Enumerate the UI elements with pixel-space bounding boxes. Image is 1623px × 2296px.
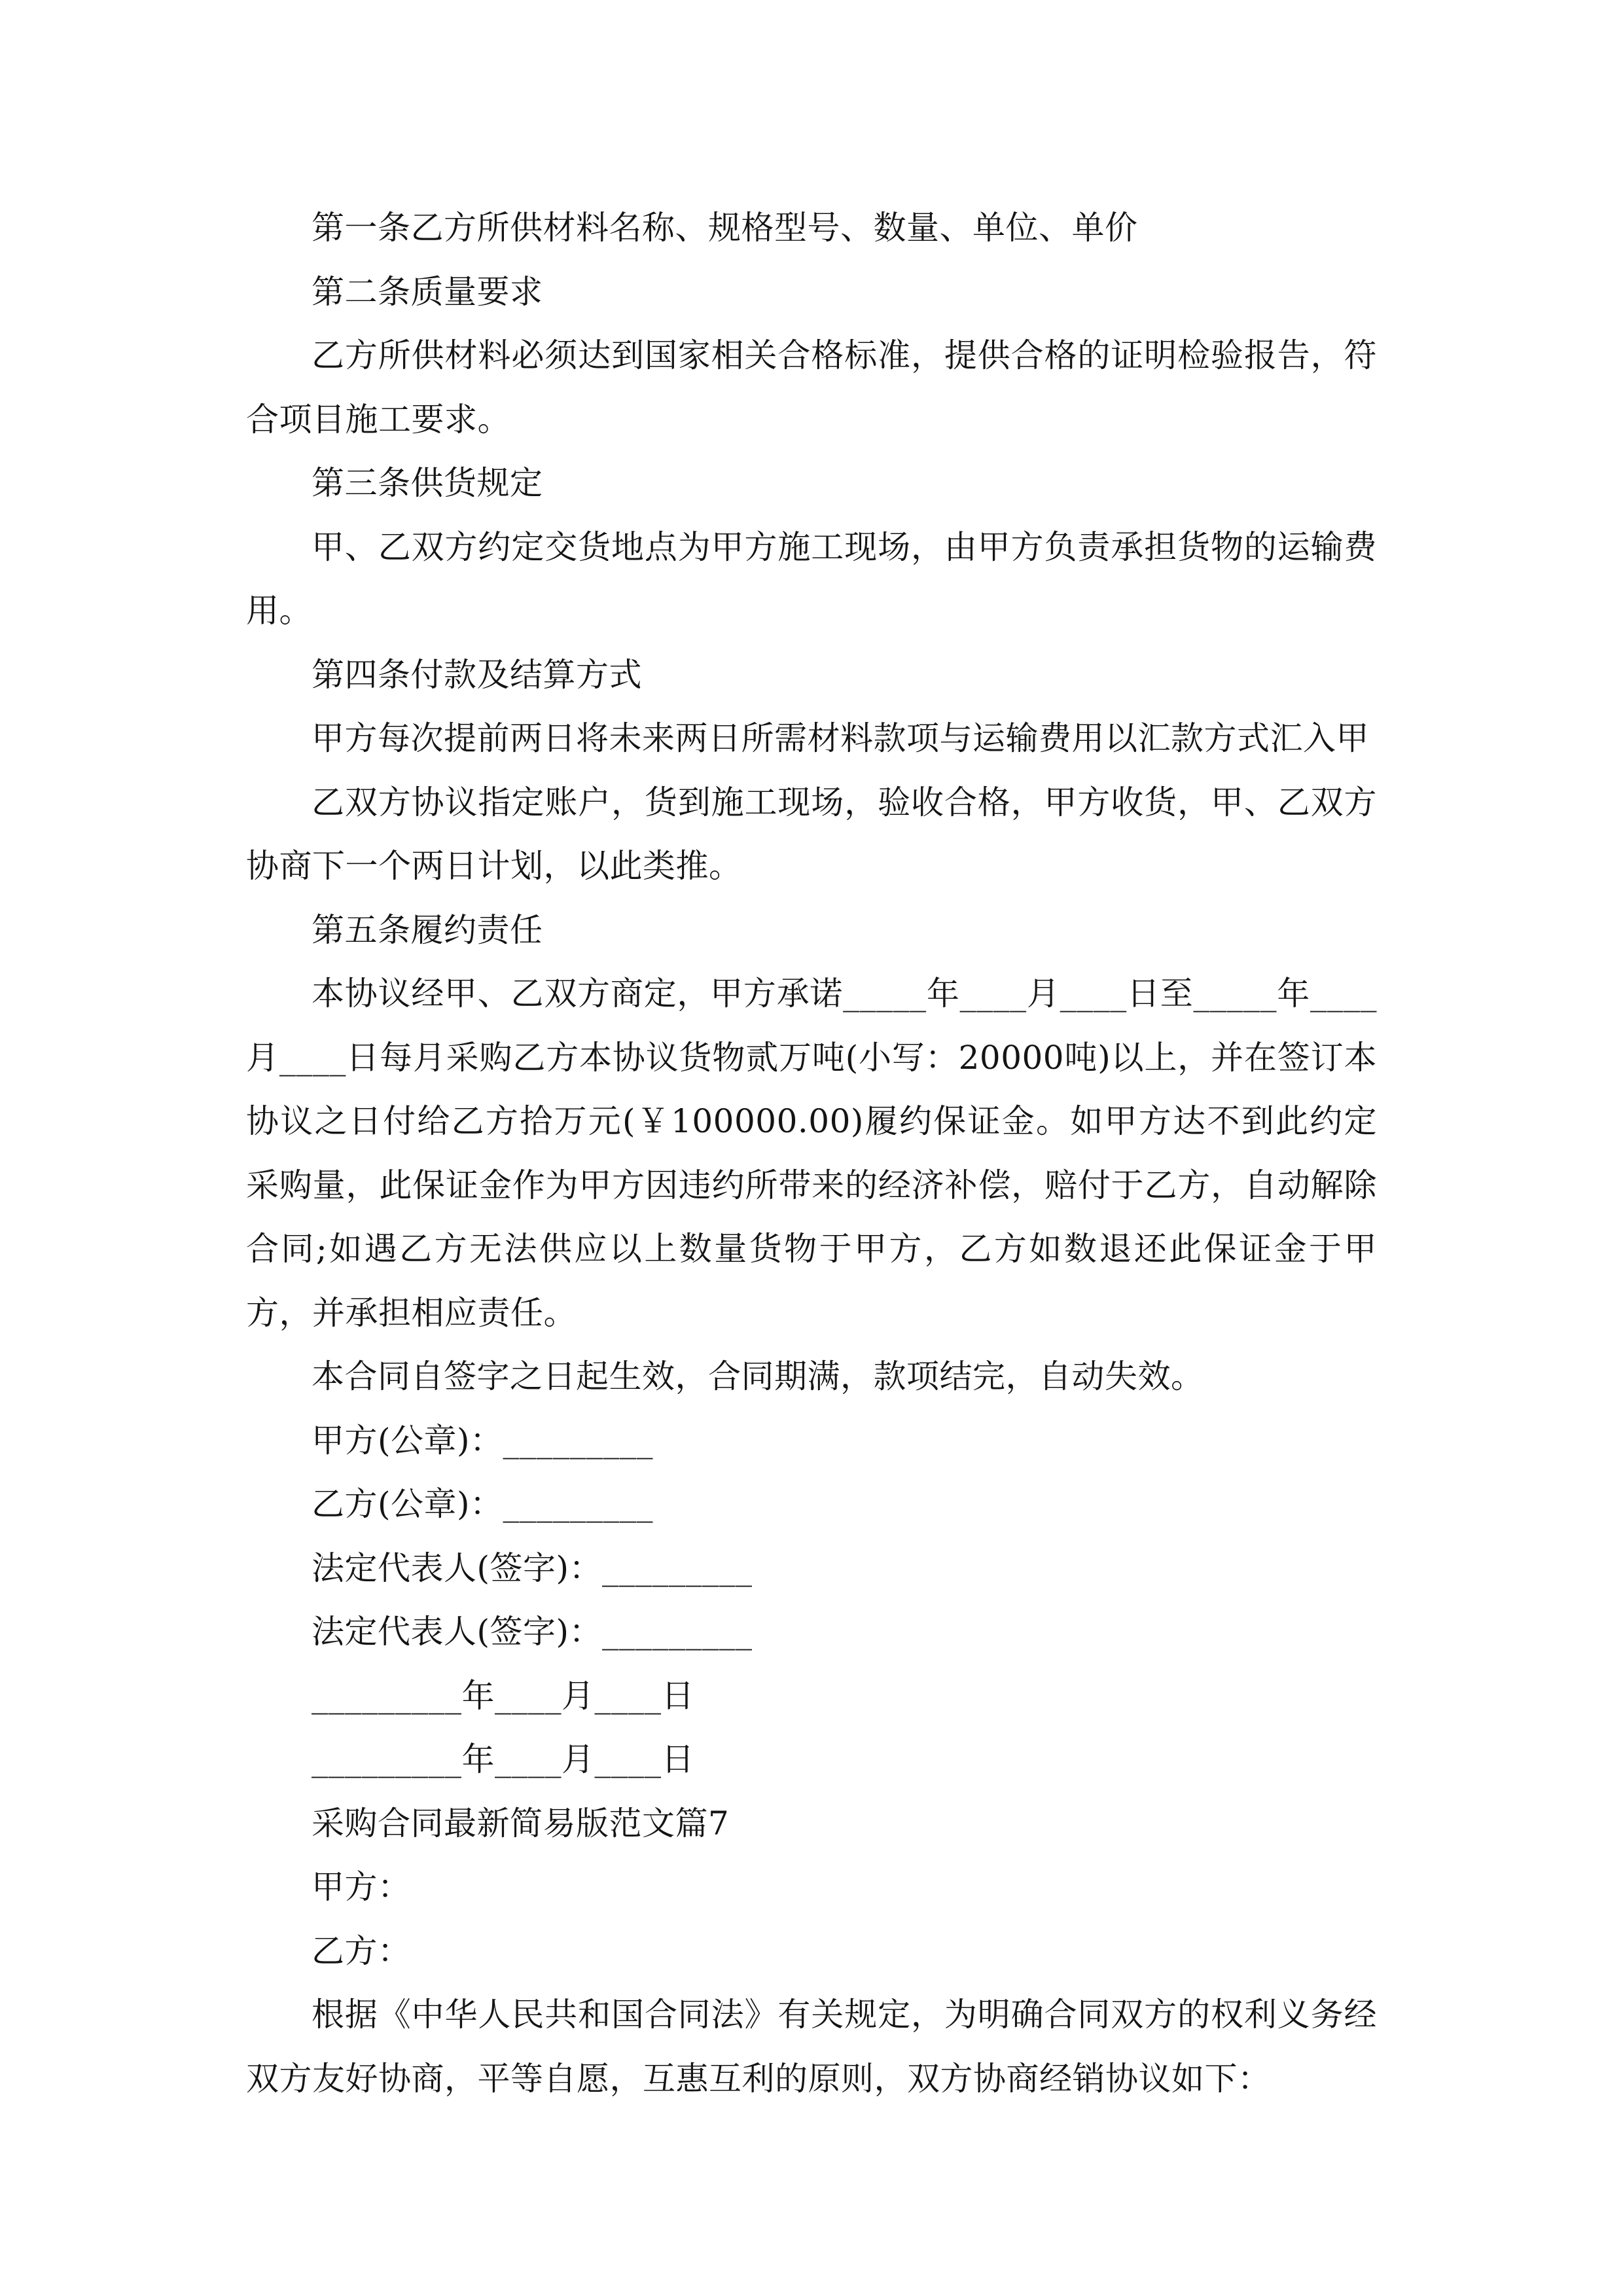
legal-rep-signature-line-2: 法定代表人(签字)：_________ (312, 1613, 753, 1651)
clause-2-heading: 第二条质量要求 (312, 272, 543, 311)
clause-3-text: 甲、乙双方约定交货地点为甲方施工现场，由甲方负责承担货物的运输费用。 (246, 528, 1377, 630)
preamble-text: 根据《中华人民共和国合同法》有关规定，为明确合同双方的权利义务经双方友好协商，平等自愿，互惠互利的原则，双方协商经销协议如下： (246, 1996, 1377, 2098)
effectiveness-text: 本合同自签字之日起生效，合同期满，款项结完，自动失效。 (312, 1357, 1204, 1395)
clause-4-heading: 第四条付款及结算方式 (312, 655, 642, 694)
clause-5-heading: 第五条履约责任 (312, 910, 543, 949)
date-line-2: _________年____月____日 (312, 1740, 694, 1778)
legal-rep-signature-line-1: 法定代表人(签字)：_________ (312, 1549, 753, 1587)
party-a-seal-line: 甲方(公章)：_________ (312, 1421, 654, 1460)
document-body (246, 196, 1377, 2111)
clause-4-text-line-1: 甲方每次提前两日将未来两日所需材料款项与运输费用以汇款方式汇入甲 (312, 719, 1369, 757)
section-title: 采购合同最新简易版范文篇7 (312, 1804, 730, 1842)
clause-3-heading: 第三条供货规定 (312, 464, 543, 502)
date-line-1: _________年____月____日 (312, 1676, 694, 1715)
clause-1-heading: 第一条乙方所供材料名称、规格型号、数量、单位、单价 (312, 209, 1138, 247)
clause-4-text-line-2: 乙双方协议指定账户，货到施工现场，验收合格，甲方收货，甲、乙双方协商下一个两日计划，以此类推。 (246, 783, 1377, 885)
party-b-seal-line: 乙方(公章)：_________ (312, 1485, 654, 1523)
party-b-label: 乙方： (312, 1931, 411, 1970)
party-a-label: 甲方： (312, 1868, 411, 1906)
clause-5-text: 本协议经甲、乙双方商定，甲方承诺_____年____月____日至_____年____月____日每月采购乙方本协议货物贰万吨(小写：20000吨)以上，并在签订本协议之日付给乙方拾万元(￥100000.00)履约保证金。如甲方达不到此约定采购量，此保证金作为甲方因违约所带来的经济补偿，赔付于乙方，自动解除合同;如遇乙方无法供应以上数量货物于甲方，乙方如数退还此保证金于甲方，并承担相应责任。 (246, 975, 1377, 1332)
clause-2-text: 乙方所供材料必须达到国家相关合格标准，提供合格的证明检验报告，符合项目施工要求。 (246, 336, 1377, 439)
